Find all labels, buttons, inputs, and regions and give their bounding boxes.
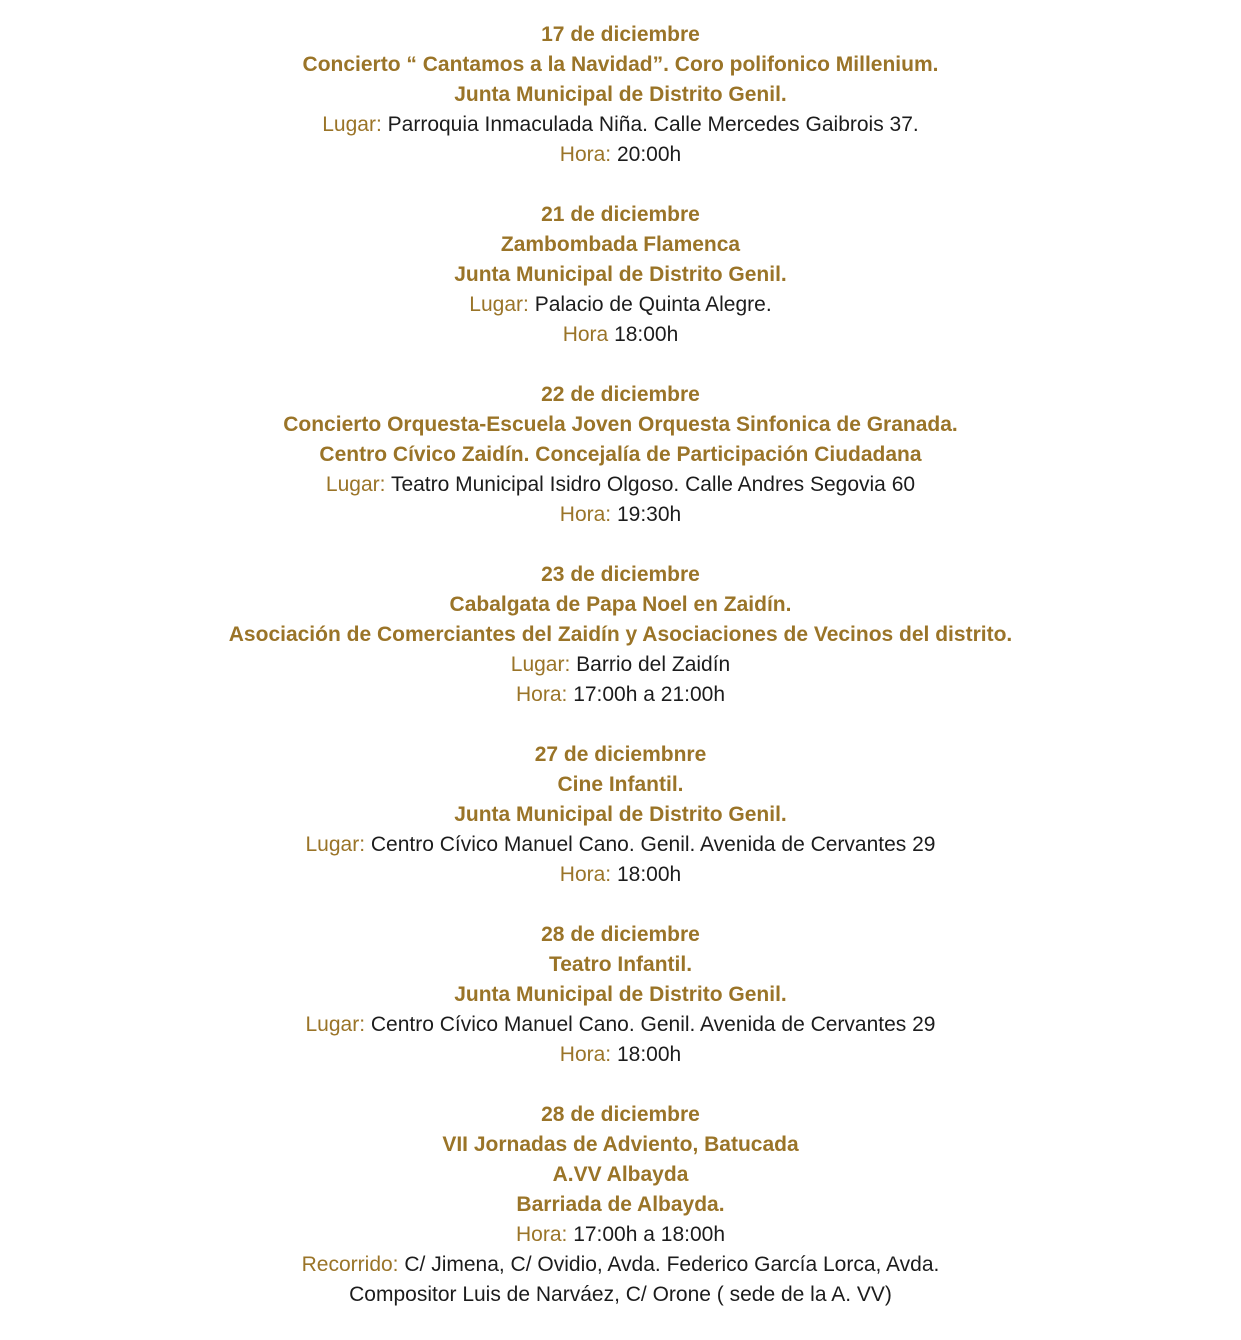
event-title: Cabalgata de Papa Noel en Zaidín. <box>449 593 792 616</box>
event-date: 27 de diciembnre <box>534 743 707 766</box>
event-schedule <box>0 20 1241 1340</box>
event-item <box>0 380 1241 530</box>
event-place-row <box>0 290 1241 320</box>
event-route-line2: Compositor Luis de Narváez, C/ Orone ( sede de la A. VV) <box>349 1283 892 1306</box>
event-organizer: Asociación de Comerciantes del Zaidín y Asociaciones de Vecinos del distrito. <box>228 623 1013 646</box>
event-organizer: Junta Municipal de Distrito Genil. <box>454 803 787 826</box>
event-time: 18:00h <box>616 863 682 886</box>
event-route-line1: C/ Jimena, C/ Ovidio, Avda. Federico García Lorca, Avda. <box>404 1253 940 1276</box>
event-item <box>0 920 1241 1070</box>
event-title: Cine Infantil. <box>557 773 684 796</box>
event-time-row <box>0 860 1241 890</box>
event-place: Centro Cívico Manuel Cano. Genil. Avenida de Cervantes 29 <box>370 833 936 856</box>
event-organizer: Junta Municipal de Distrito Genil. <box>454 983 787 1006</box>
event-time-row <box>0 500 1241 530</box>
event-time: 18:00h <box>614 323 679 346</box>
time-label: Hora: <box>559 863 612 886</box>
event-date: 17 de diciembre <box>541 23 700 46</box>
time-label: Hora: <box>559 503 612 526</box>
time-label: Hora: <box>559 1043 612 1066</box>
event-time-row <box>0 140 1241 170</box>
event-organizer: Junta Municipal de Distrito Genil. <box>454 263 787 286</box>
place-label: Lugar: <box>325 473 386 496</box>
event-place: Parroquia Inmaculada Niña. Calle Mercedes Gaibrois 37. <box>387 113 919 136</box>
event-place: Palacio de Quinta Alegre. <box>534 293 772 316</box>
event-place: Centro Cívico Manuel Cano. Genil. Avenida de Cervantes 29 <box>370 1013 936 1036</box>
event-place-row <box>0 1010 1241 1040</box>
event-organizer: Junta Municipal de Distrito Genil. <box>454 83 787 106</box>
place-label: Lugar: <box>305 1013 366 1036</box>
event-place: Barrio del Zaidín <box>576 653 731 676</box>
event-item <box>0 560 1241 710</box>
time-label: Hora: <box>515 683 568 706</box>
event-item <box>0 20 1241 170</box>
event-item <box>0 1100 1241 1310</box>
event-title: Teatro Infantil. <box>548 953 693 976</box>
event-time: 18:00h <box>616 1043 682 1066</box>
event-title: Concierto Orquesta-Escuela Joven Orquesta Sinfonica de Granada. <box>283 413 958 436</box>
event-place-row <box>0 470 1241 500</box>
place-label: Lugar: <box>469 293 529 316</box>
event-time-row <box>0 1220 1241 1250</box>
place-label: Lugar: <box>322 113 382 136</box>
time-label: Hora: <box>559 143 612 166</box>
event-time-row <box>0 680 1241 710</box>
event-time: 17:00h a 21:00h <box>573 683 725 706</box>
time-label: Hora: <box>515 1223 568 1246</box>
route-label: Recorrido: <box>301 1253 399 1276</box>
event-location-note: Barriada de Albayda. <box>516 1193 725 1216</box>
event-title: Concierto “ Cantamos a la Navidad”. Coro polifonico Millenium. <box>302 53 939 76</box>
event-place-row <box>0 830 1241 860</box>
event-place-row <box>0 110 1241 140</box>
event-time: 20:00h <box>616 143 682 166</box>
event-item <box>0 740 1241 890</box>
place-label: Lugar: <box>510 653 571 676</box>
event-date: 22 de diciembre <box>541 383 700 406</box>
event-title: Zambombada Flamenca <box>500 233 741 256</box>
event-title: VII Jornadas de Adviento, Batucada <box>442 1133 799 1156</box>
place-label: Lugar: <box>305 833 366 856</box>
event-place-row <box>0 650 1241 680</box>
event-date: 23 de diciembre <box>541 563 700 586</box>
event-date: 28 de diciembre <box>541 923 700 946</box>
event-organizer: A.VV Albayda <box>552 1163 689 1186</box>
time-label: Hora <box>562 323 609 346</box>
event-time-row <box>0 320 1241 350</box>
event-time-row <box>0 1040 1241 1070</box>
event-time: 17:00h a 18:00h <box>573 1223 725 1246</box>
event-date: 28 de diciembre <box>541 1103 700 1126</box>
event-organizer: Centro Cívico Zaidín. Concejalía de Participación Ciudadana <box>319 443 922 466</box>
event-date: 21 de diciembre <box>541 203 700 226</box>
event-route-row <box>0 1250 1241 1280</box>
event-time: 19:30h <box>616 503 682 526</box>
event-place: Teatro Municipal Isidro Olgoso. Calle Andres Segovia 60 <box>390 473 916 496</box>
event-item <box>0 200 1241 350</box>
